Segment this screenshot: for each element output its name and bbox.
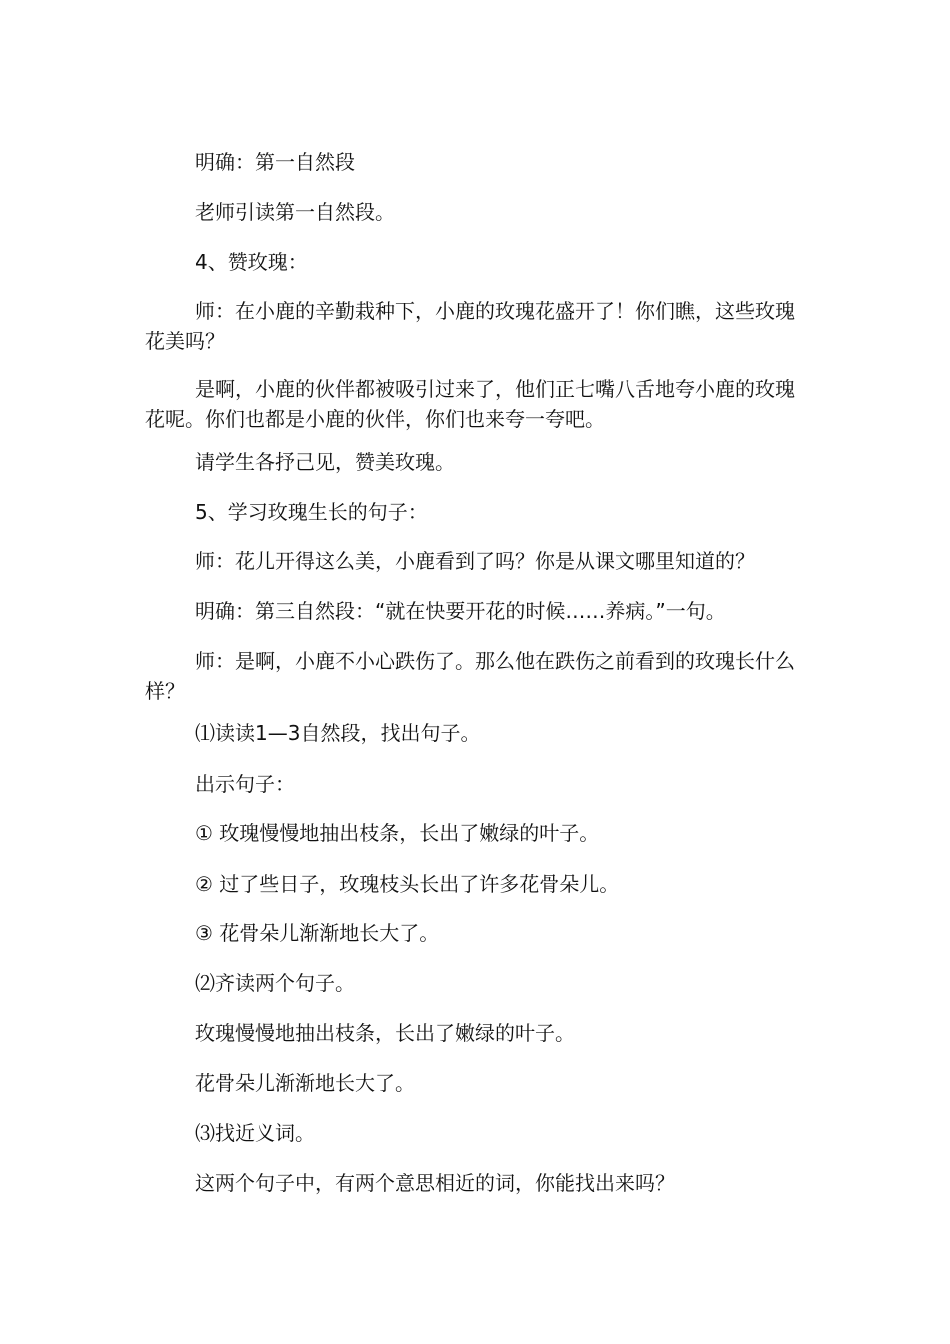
paragraph-11: ⑴读读1—3自然段，找出句子。: [195, 721, 481, 745]
paragraph-7: 5、学习玫瑰生长的句子：: [195, 500, 428, 524]
paragraph-5: 是啊，小鹿的伙伴都被吸引过来了，他们正七嘴八舌地夸小鹿的玫瑰花呢。你们也都是小鹿的伙伴，你们也来夸一夸吧。: [145, 377, 795, 431]
paragraph-6: 请学生各抒己见，赞美玫瑰。: [195, 450, 455, 474]
paragraph-17: 玫瑰慢慢地抽出枝条，长出了嫩绿的叶子。: [195, 1021, 575, 1045]
paragraph-20: 这两个句子中，有两个意思相近的词，你能找出来吗？: [195, 1171, 675, 1195]
paragraph-10: 师：是啊，小鹿不小心跌伤了。那么他在跌伤之前看到的玫瑰长什么样？: [145, 649, 795, 703]
paragraph-19: ⑶找近义词。: [195, 1121, 315, 1145]
paragraph-18: 花骨朵儿渐渐地长大了。: [195, 1071, 415, 1095]
paragraph-4: 师：在小鹿的辛勤栽种下，小鹿的玫瑰花盛开了！你们瞧，这些玫瑰花美吗？: [145, 299, 795, 353]
paragraph-16: ⑵齐读两个句子。: [195, 971, 355, 995]
paragraph-3: 4、赞玫瑰：: [195, 250, 308, 274]
paragraph-2: 老师引读第一自然段。: [195, 200, 395, 224]
paragraph-1: 明确：第一自然段: [195, 150, 355, 174]
paragraph-12: 出示句子：: [195, 772, 295, 796]
paragraph-9: 明确：第三自然段：“就在快要开花的时候……养病。”一句。: [195, 599, 726, 623]
paragraph-13: ① 玫瑰慢慢地抽出枝条，长出了嫩绿的叶子。: [195, 821, 600, 845]
paragraph-14: ② 过了些日子，玫瑰枝头长出了许多花骨朵儿。: [195, 872, 620, 896]
paragraph-15: ③ 花骨朵儿渐渐地长大了。: [195, 921, 440, 945]
paragraph-8: 师：花儿开得这么美，小鹿看到了吗？你是从课文哪里知道的？: [195, 549, 755, 573]
